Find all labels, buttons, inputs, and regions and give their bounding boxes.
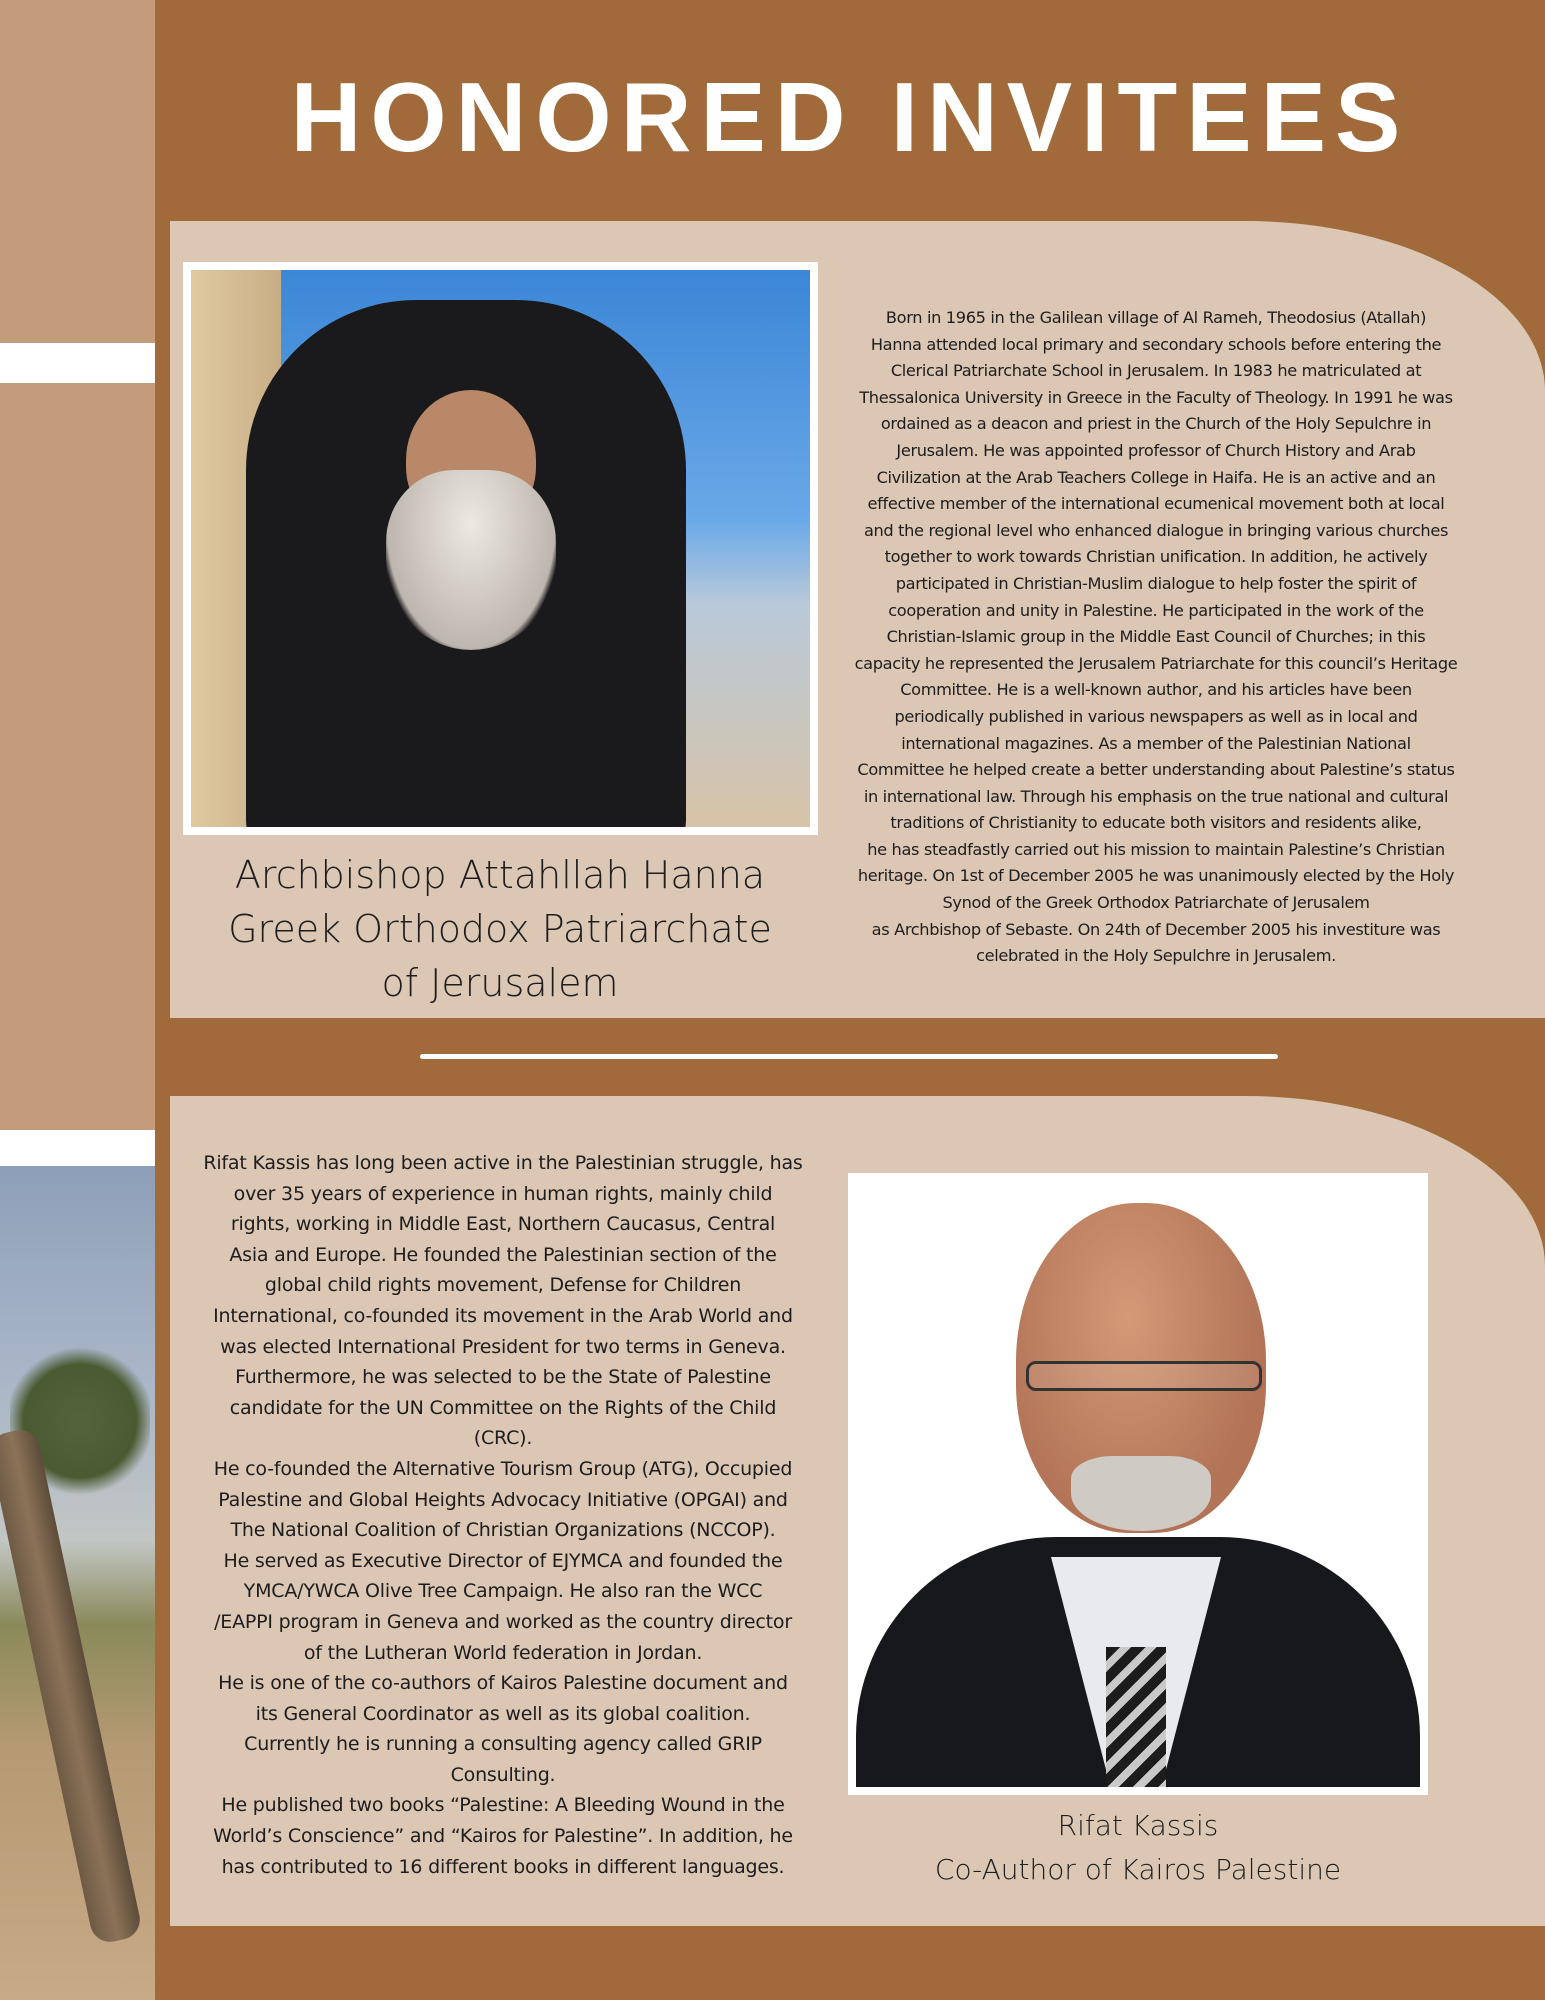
tree-trunk	[0, 1426, 144, 1945]
white-accent-bar-bottom	[0, 1130, 155, 1166]
bio-line: Committee he helped create a better understanding about Palestine’s status	[857, 760, 1455, 780]
bio-line: its General Coordinator as well as its global coalition.	[255, 1702, 751, 1725]
portrait-photo-hanna	[191, 270, 810, 827]
bio-line: He served as Executive Director of EJYMCA and founded the	[223, 1549, 783, 1572]
bio-line: global child rights movement, Defense for Children	[264, 1274, 742, 1297]
bio-line: Christian-Islamic group in the Middle East Council of Churches; in this	[886, 627, 1426, 647]
bio-line: over 35 years of experience in human rights, mainly child	[233, 1182, 773, 1205]
bio-kassis	[183, 1148, 823, 1882]
bio-line: in international law. Through his emphasis on the true national and cultural	[863, 786, 1449, 806]
bio-line: ordained as a deacon and priest in the Church of the Holy Sepulchre in	[880, 414, 1432, 434]
bio-line: He co-founded the Alternative Tourism Group (ATG), Occupied	[213, 1457, 793, 1480]
white-accent-bar-top	[0, 343, 155, 383]
bio-line: Clerical Patriarchate School in Jerusalem. In 1983 he matriculated at	[890, 361, 1422, 381]
section-divider	[420, 1054, 1278, 1059]
goatee	[1071, 1456, 1211, 1531]
bio-line: cooperation and unity in Palestine. He participated in the work of the	[888, 600, 1424, 620]
bio-line: effective member of the international ecumenical movement both at local	[867, 494, 1445, 514]
bio-line: Consulting.	[450, 1763, 556, 1786]
page-title: HONORED INVITEES	[290, 62, 1410, 172]
bio-line: candidate for the UN Committee on the Rights of the Child	[229, 1396, 777, 1419]
bio-line: he has steadfastly carried out his mission to maintain Palestine’s Christian	[867, 839, 1445, 859]
beard	[386, 470, 556, 650]
caption-name: Rifat Kassis	[1057, 1809, 1219, 1842]
bio-line: traditions of Christianity to educate both visitors and residents alike,	[890, 813, 1422, 833]
bio-line: rights, working in Middle East, Northern Caucasus, Central	[230, 1213, 776, 1236]
bio-line: /EAPPI program in Geneva and worked as the country director	[214, 1610, 792, 1633]
bio-line: YMCA/YWCA Olive Tree Campaign. He also ran the WCC	[243, 1580, 763, 1603]
bio-line: periodically published in various newspapers as well as in local and	[894, 706, 1418, 726]
bio-line: Palestine and Global Heights Advocacy Initiative (OPGAI) and	[218, 1488, 788, 1511]
caption-name: Archbishop Attahllah Hanna	[234, 853, 766, 897]
bio-line: international magazines. As a member of the Palestinian National	[901, 733, 1411, 753]
photo-frame-hanna	[183, 262, 818, 835]
bio-line: heritage. On 1st of December 2005 he was unanimously elected by the Holy	[857, 866, 1455, 886]
bio-line: Born in 1965 in the Galilean village of Al Rameh, Theodosius (Atallah)	[885, 308, 1427, 327]
caption-title-cont: of Jerusalem	[381, 961, 619, 1005]
bio-line: Jerusalem. He was appointed professor of Church History and Arab	[896, 440, 1416, 460]
bio-line: Synod of the Greek Orthodox Patriarchate of Jerusalem	[942, 893, 1370, 913]
bio-line: He is one of the co-authors of Kairos Palestine document and	[218, 1672, 788, 1695]
bio-line: capacity he represented the Jerusalem Patriarchate for this council’s Heritage	[854, 653, 1458, 673]
caption-hanna	[200, 848, 800, 1010]
photo-frame-kassis	[848, 1173, 1428, 1795]
bio-line: He published two books “Palestine: A Bleeding Wound in the	[221, 1794, 785, 1817]
striped-tie	[1106, 1647, 1166, 1787]
bio-hanna	[800, 305, 1512, 970]
bio-line: Thessalonica University in Greece in the Faculty of Theology. In 1991 he was	[859, 387, 1453, 407]
bio-line: Rifat Kassis has long been active in the Palestinian struggle, has	[203, 1152, 803, 1174]
bio-line: has contributed to 16 different books in different languages.	[221, 1855, 785, 1878]
caption-title: Greek Orthodox Patriarchate	[228, 907, 772, 951]
bio-line: and the regional level who enhanced dialogue in bringing various churches	[863, 520, 1449, 540]
caption-kassis	[848, 1804, 1428, 1892]
bio-line: Currently he is running a consulting agency called GRIP	[244, 1733, 762, 1756]
olive-tree-landscape-image	[0, 1166, 155, 2000]
portrait-photo-kassis	[856, 1181, 1420, 1787]
bio-line: International, co-founded its movement in the Arab World and	[213, 1304, 793, 1327]
bio-line: Asia and Europe. He founded the Palestinian section of the	[229, 1243, 777, 1266]
bio-line: was elected International President for two terms in Geneva.	[220, 1335, 786, 1358]
bio-line: Hanna attended local primary and secondary schools before entering the	[870, 334, 1442, 354]
bio-line: celebrated in the Holy Sepulchre in Jerusalem.	[976, 946, 1336, 966]
bio-line: (CRC).	[473, 1427, 533, 1450]
bio-line: as Archbishop of Sebaste. On 24th of December 2005 his investiture was	[871, 919, 1441, 939]
bio-line: of the Lutheran World federation in Jordan.	[303, 1641, 703, 1664]
caption-title: Co-Author of Kairos Palestine	[934, 1853, 1342, 1886]
bio-line: Civilization at the Arab Teachers College in Haifa. He is an active and an	[876, 467, 1436, 487]
bio-line: together to work towards Christian unification. In addition, he actively	[884, 547, 1428, 567]
bio-line: Furthermore, he was selected to be the State of Palestine	[235, 1366, 771, 1389]
bio-line: participated in Christian-Muslim dialogue to help foster the spirit of	[895, 573, 1417, 593]
bio-line: Committee. He is a well-known author, and his articles have been	[900, 680, 1412, 700]
bio-line: World’s Conscience” and “Kairos for Palestine”. In addition, he	[213, 1825, 793, 1848]
bio-line: The National Coalition of Christian Organizations (NCCOP).	[230, 1519, 776, 1542]
glasses	[1026, 1361, 1262, 1391]
